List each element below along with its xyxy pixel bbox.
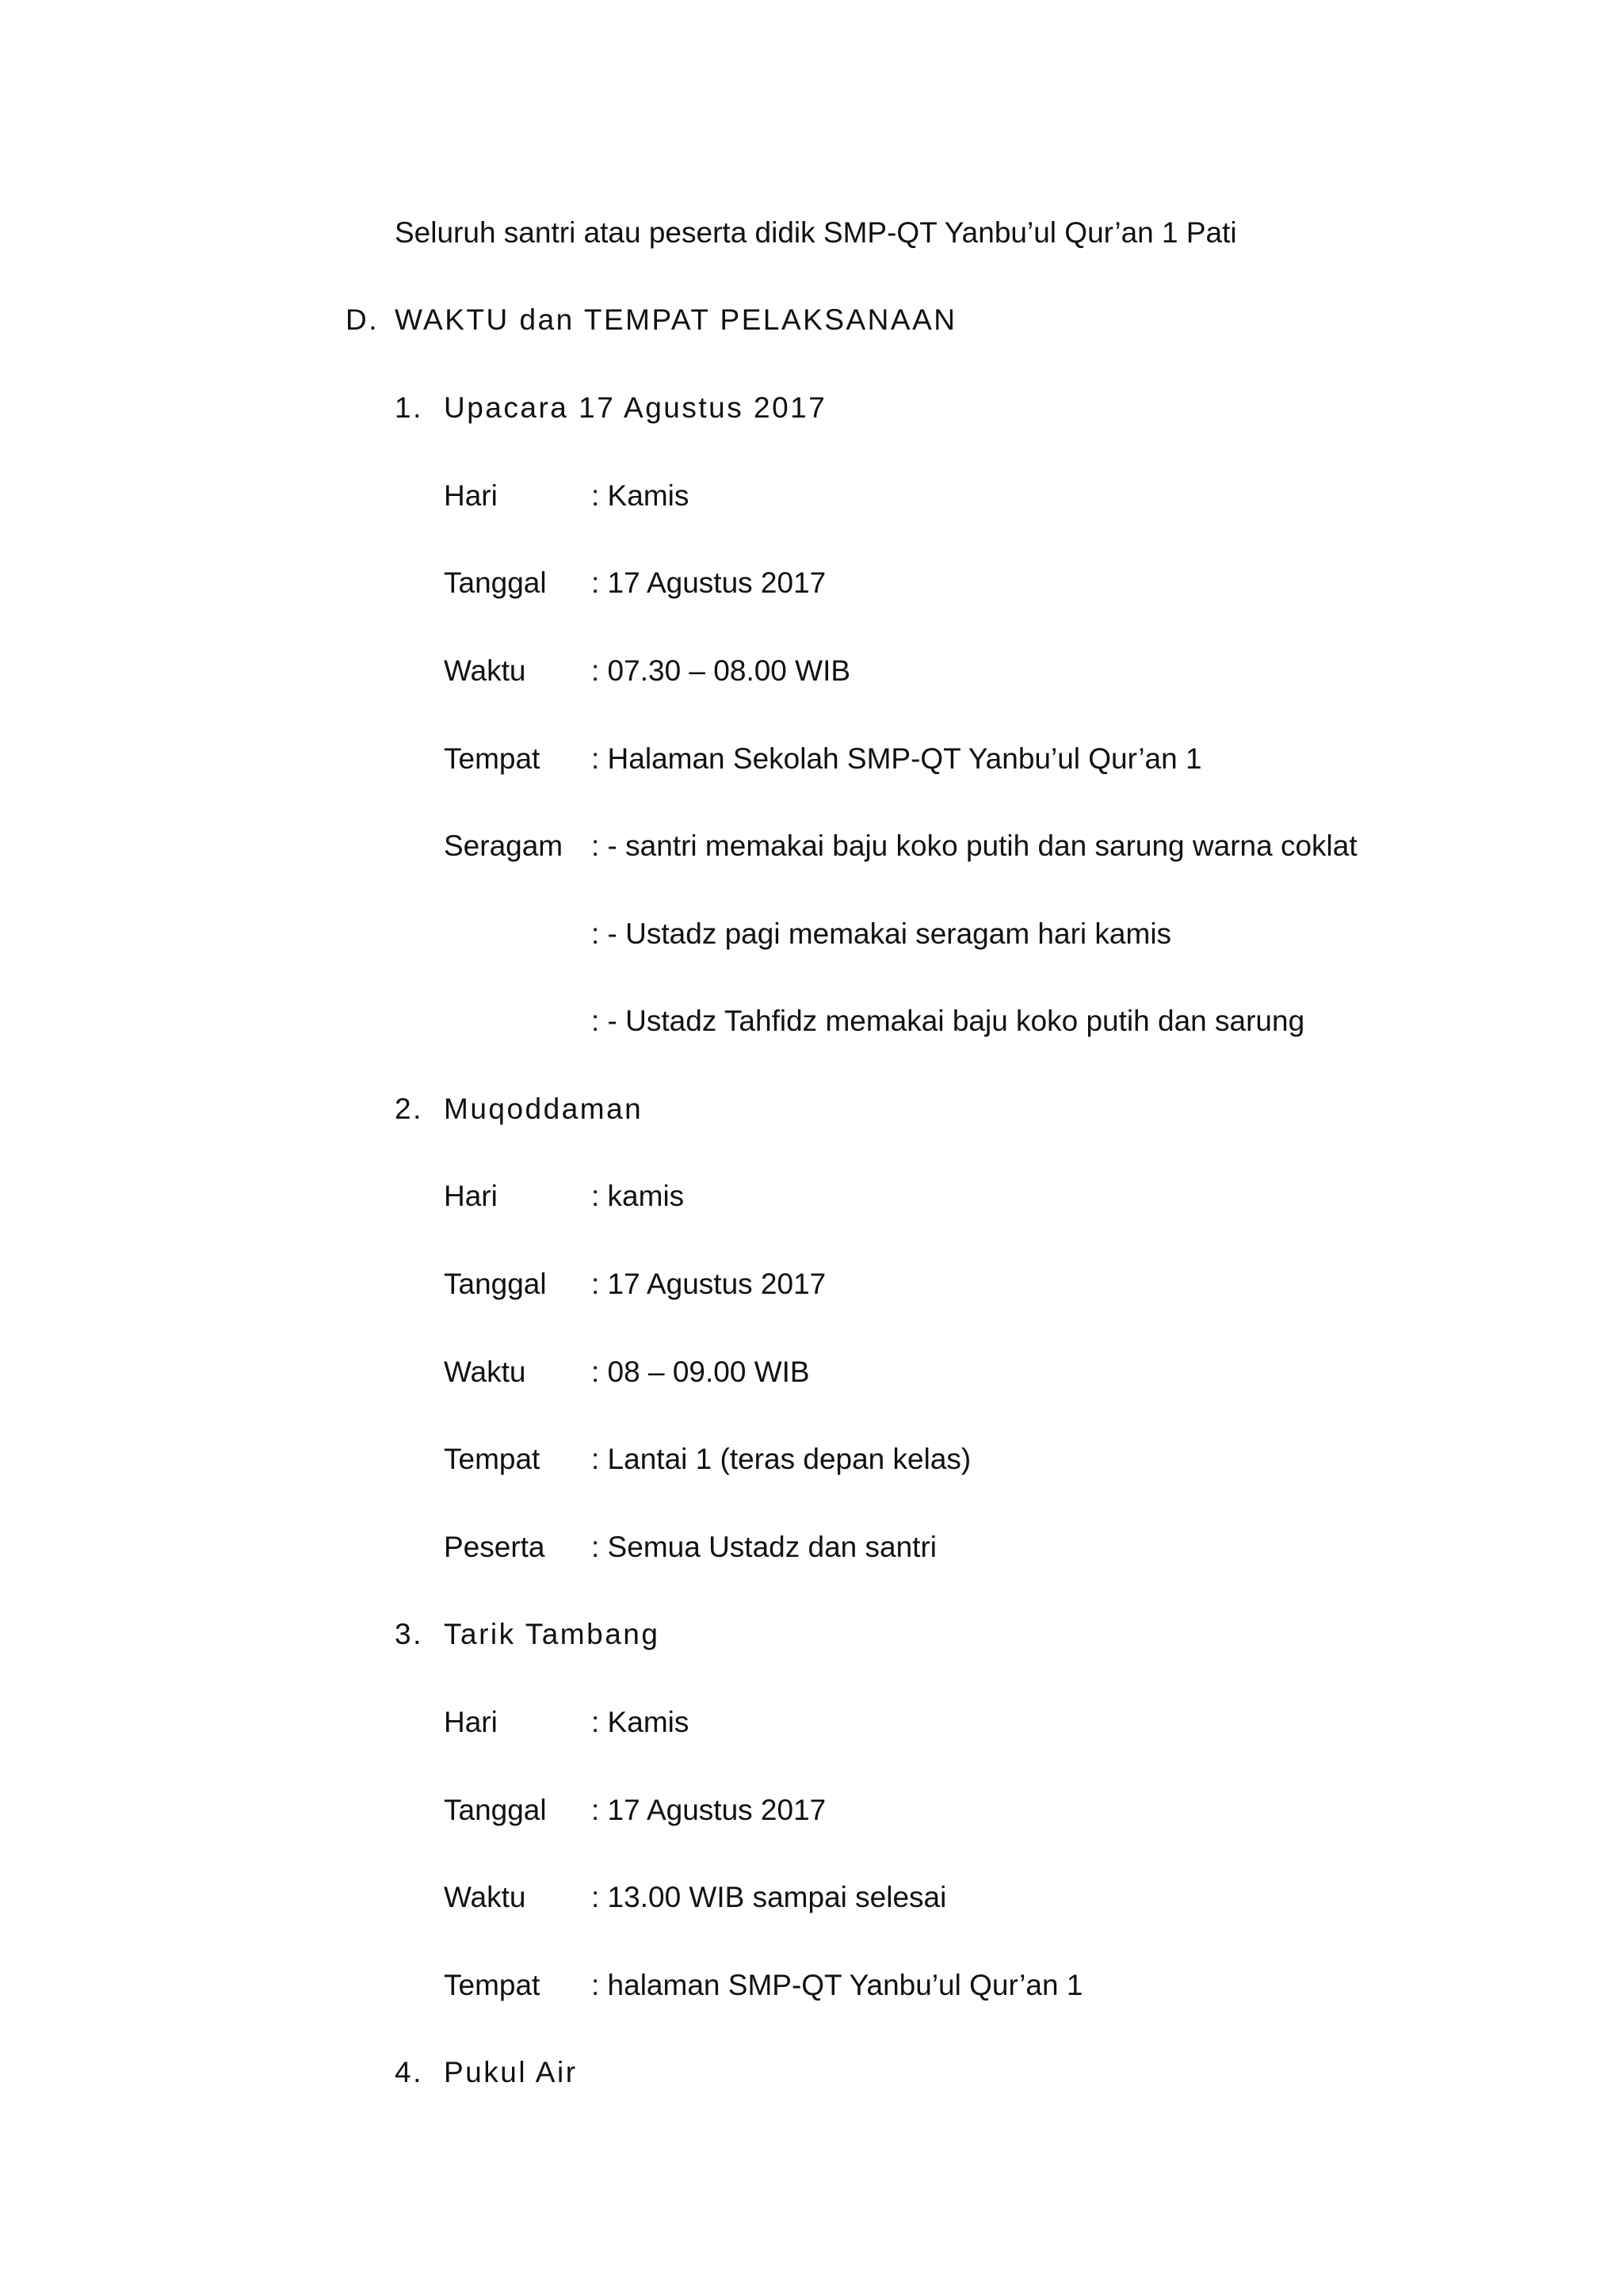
- item-number: 2.: [395, 1093, 423, 1125]
- detail-label: Tempat: [444, 1443, 540, 1475]
- detail-label: Tanggal: [444, 566, 547, 599]
- section-marker: D.: [346, 303, 379, 336]
- detail-label: Waktu: [444, 654, 526, 687]
- detail-value: : halaman SMP-QT Yanbu’ul Qur’an 1: [591, 1969, 1083, 2001]
- detail-label: Tanggal: [444, 1794, 547, 1826]
- detail-label: Waktu: [444, 1881, 526, 1913]
- detail-value: : Kamis: [591, 479, 689, 512]
- item-title: Tarik Tambang: [444, 1618, 660, 1650]
- detail-value: : 08 – 09.00 WIB: [591, 1356, 810, 1388]
- detail-value: : - Ustadz pagi memakai seragam hari kamis: [591, 917, 1172, 950]
- section-title: WAKTU dan TEMPAT PELAKSANAAN: [395, 303, 957, 336]
- item-number: 3.: [395, 1618, 423, 1650]
- item-number: 4.: [395, 2056, 423, 2088]
- detail-value: : Halaman Sekolah SMP-QT Yanbu’ul Qur’an 1: [591, 742, 1202, 775]
- item-title: Upacara 17 Agustus 2017: [444, 391, 827, 424]
- detail-value: : kamis: [591, 1180, 685, 1212]
- intro-text: Seluruh santri atau peserta didik SMP-QT Yanbu’ul Qur’an 1 Pati: [395, 216, 1237, 249]
- detail-label: Hari: [444, 479, 498, 512]
- detail-label: Waktu: [444, 1356, 526, 1388]
- item-title: Muqoddaman: [444, 1093, 643, 1125]
- item-number: 1.: [395, 391, 423, 424]
- detail-value: : 17 Agustus 2017: [591, 1268, 827, 1300]
- detail-value: : 13.00 WIB sampai selesai: [591, 1881, 947, 1913]
- detail-value: : 07.30 – 08.00 WIB: [591, 654, 851, 687]
- detail-label: Peserta: [444, 1531, 545, 1563]
- detail-value: : Semua Ustadz dan santri: [591, 1531, 937, 1563]
- detail-value: : 17 Agustus 2017: [591, 1794, 827, 1826]
- detail-value: : Lantai 1 (teras depan kelas): [591, 1443, 972, 1475]
- detail-value: : - santri memakai baju koko putih dan sarung warna coklat: [591, 830, 1358, 862]
- detail-label: Tanggal: [444, 1268, 547, 1300]
- detail-label: Tempat: [444, 1969, 540, 2001]
- detail-label: Hari: [444, 1180, 498, 1212]
- detail-label: Seragam: [444, 830, 563, 862]
- detail-value: : - Ustadz Tahfidz memakai baju koko putih dan sarung: [591, 1005, 1305, 1037]
- detail-value: : Kamis: [591, 1706, 689, 1738]
- detail-label: Hari: [444, 1706, 498, 1738]
- detail-value: : 17 Agustus 2017: [591, 566, 827, 599]
- item-title: Pukul Air: [444, 2056, 578, 2088]
- detail-label: Tempat: [444, 742, 540, 775]
